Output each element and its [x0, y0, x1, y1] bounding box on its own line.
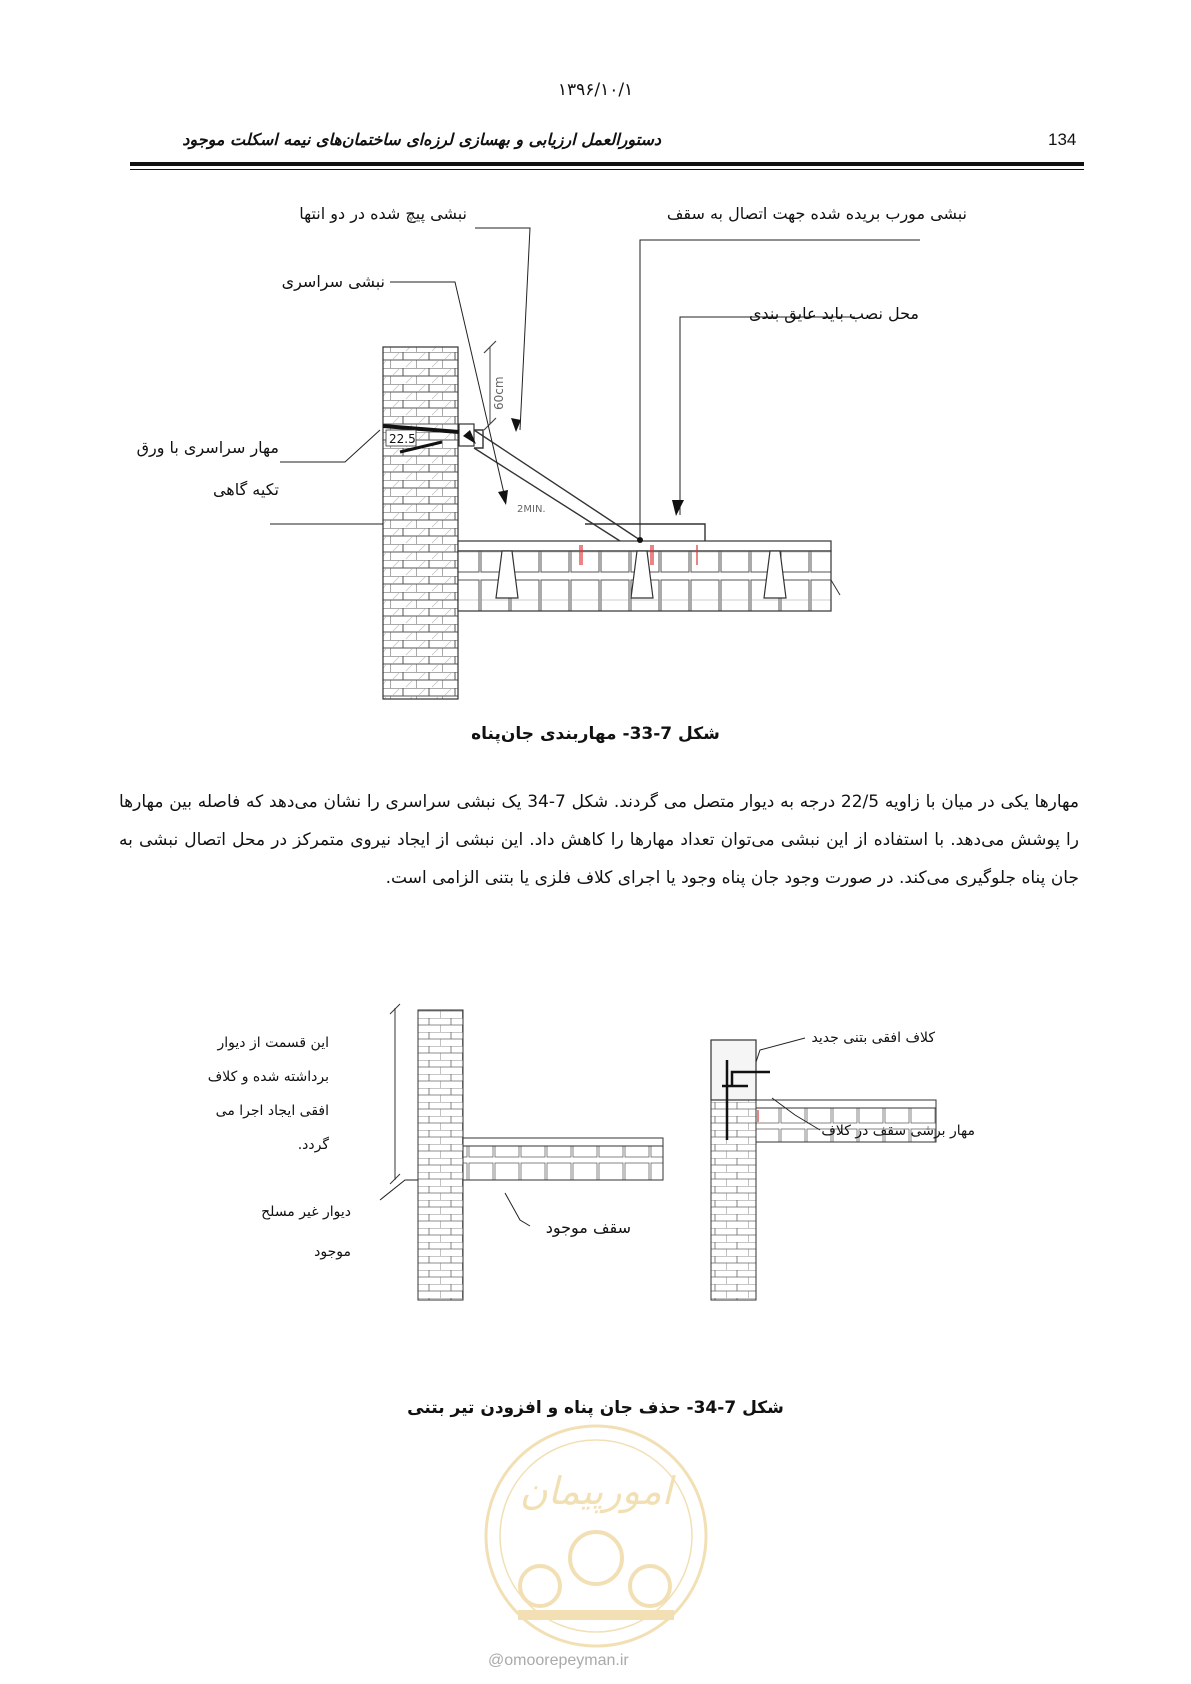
- label-new-beam: کلاف افقی بتنی جدید: [811, 1030, 935, 1046]
- label-insulation: محل نصب باید عایق بندی: [749, 304, 919, 323]
- leader-arrows: [463, 418, 684, 516]
- header-date: ۱۳۹۶/۱۰/۱: [557, 80, 634, 100]
- body-paragraph: مهارها یکی در میان با زاویه 22/5 درجه به دیوار متصل می گردند. شکل 7-34 یک نبشی سراسری را نشان می‌دهد که فاصله بین مهارها را پوشش می‌دهد. با استفاده از این نبشی می‌توان تعداد مهارها را کاهش داد. این نبشی از ایجاد نیروی متمرکز در محل اتصال نبشی به جان پناه جلوگیری می‌کند. در صورت وجود جان پناه وجود یا اجرای کلاف فلزی یا بتنی الزامی است.: [119, 792, 1079, 888]
- label-anchor-line2: تکیه گاهی: [212, 480, 279, 499]
- label-continuous-angle: نبشی سراسری: [281, 272, 385, 291]
- angle-value: 22.5: [389, 432, 416, 446]
- label-removed-line-4: گردد.: [297, 1137, 329, 1153]
- label-bolted-angle: نبشی پیچ شده در دو انتها: [299, 204, 467, 223]
- new-concrete-beam: [711, 1040, 756, 1100]
- watermark-site: @omoorepeyman.ir: [488, 1652, 629, 1669]
- label-existing-slab: سقف موجود: [545, 1218, 631, 1237]
- figure-33-drawing: [0, 0, 1191, 720]
- label-removed-line-1: این قسمت از دیوار: [217, 1035, 329, 1051]
- dim-2min-text: 2MIN.: [517, 504, 546, 515]
- left-slab-top: [463, 1138, 663, 1146]
- label-removed-line-3: افقی ایجاد اجرا می: [215, 1103, 329, 1119]
- slab-break-line: [831, 580, 840, 595]
- label-existing-wall: [261, 1192, 351, 1272]
- right-slab-top: [756, 1100, 936, 1108]
- figure-34-caption: شکل 7-34- حذف جان پناه و افزودن تیر بتنی: [407, 1398, 784, 1418]
- left-wall: [418, 1010, 463, 1300]
- figure-33-caption: شکل 7-33- مهاربندی جان‌پناه: [471, 724, 720, 744]
- dim-60-text: 60cm: [492, 376, 506, 410]
- label-removed-line-2: برداشته شده و کلاف: [207, 1069, 329, 1085]
- watermark-logo: [478, 1418, 714, 1654]
- label-anchor-line1: مهار سراسری با ورق: [136, 438, 279, 457]
- left-slab: [463, 1146, 663, 1180]
- diagonal-brace: [474, 430, 705, 541]
- figure-34-drawing: [0, 990, 1191, 1330]
- header-title: دستورالعمل ارزیابی و بهسازی لرزه‌ای ساختمان‌های نیمه اسکلت موجود: [182, 130, 661, 149]
- label-removed-wall: [208, 1026, 329, 1162]
- label-diagonal-angle: نبشی مورب بریده شده جهت اتصال به سقف: [666, 204, 967, 223]
- label-wall-line-2: موجود: [314, 1244, 351, 1260]
- page-number: 134: [1048, 130, 1077, 149]
- label-shear-anchor: مهار برشی سقف در کلاف: [821, 1123, 975, 1139]
- watermark-logo-text: امورپیمان: [519, 1469, 673, 1513]
- right-wall: [711, 1100, 756, 1300]
- label-wall-line-1: دیوار غیر مسلح: [261, 1204, 351, 1220]
- slab-topping: [458, 541, 831, 551]
- brick-wall: [383, 347, 458, 699]
